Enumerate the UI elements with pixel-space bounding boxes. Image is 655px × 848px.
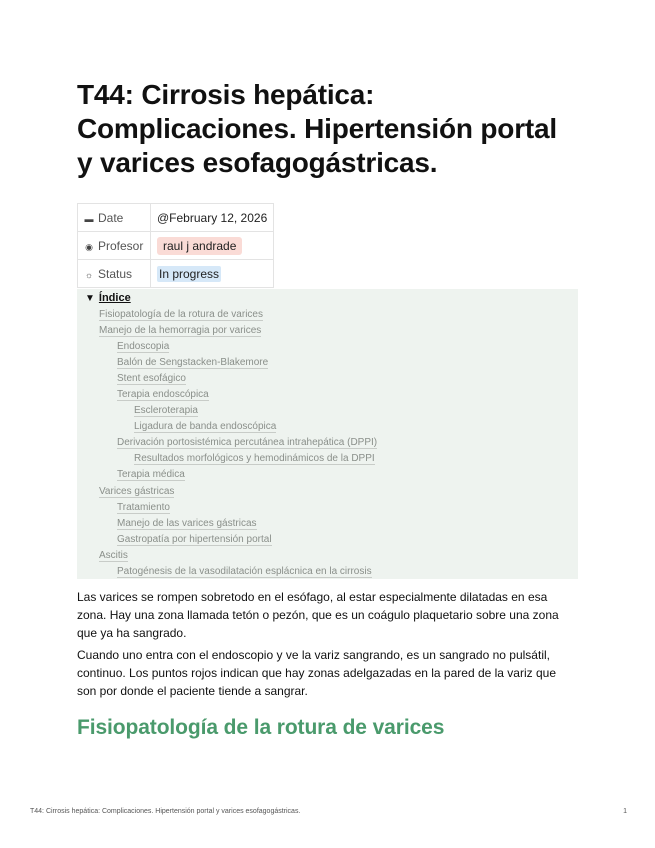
toc-link[interactable]: Ascitis <box>99 549 128 561</box>
toc-link[interactable]: Stent esofágico <box>117 373 186 385</box>
toc-link[interactable]: Tratamiento <box>117 501 170 513</box>
person-pill[interactable]: raul j andrade <box>157 237 242 255</box>
toc-item[interactable] <box>77 548 578 564</box>
toc-link[interactable]: Fisiopatología de la rotura de varices <box>99 309 263 320</box>
properties-table <box>77 203 274 288</box>
toc-item[interactable] <box>77 435 578 451</box>
toc-link[interactable]: Escleroterapia <box>134 405 198 417</box>
toc-link[interactable]: Terapia endoscópica <box>117 389 209 401</box>
property-key <box>78 204 151 232</box>
toc-link[interactable]: Patogénesis de la vasodilatación esplácnica en la cirrosis <box>117 565 372 577</box>
toc-toggle[interactable] <box>85 292 131 304</box>
toc-link[interactable]: Manejo de las varices gástricas <box>117 517 257 529</box>
toc-item[interactable] <box>77 323 578 339</box>
table-of-contents <box>77 289 578 579</box>
property-value[interactable] <box>151 232 274 260</box>
toc-link[interactable]: Balón de Sengstacken-Blakemore <box>117 357 269 369</box>
toc-item[interactable] <box>77 339 578 355</box>
footer-title: T44: Cirrosis hepática: Complicaciones. Hipertensión portal y varices esofagogástricas. <box>30 808 301 815</box>
toc-item[interactable] <box>77 451 578 467</box>
toc-link[interactable]: Terapia médica <box>117 469 185 481</box>
property-key-label: Date <box>98 210 124 225</box>
property-value[interactable] <box>151 204 274 232</box>
calendar-icon: ▬ <box>84 213 94 224</box>
toc-item[interactable] <box>77 371 578 387</box>
property-row-profesor <box>78 232 274 260</box>
property-key <box>78 232 151 260</box>
property-row-date <box>78 204 274 232</box>
toc-item[interactable] <box>77 467 578 483</box>
date-value[interactable]: @February 12, 2026 <box>157 210 268 225</box>
toc-list <box>77 307 578 580</box>
person-icon: ◉ <box>85 241 93 252</box>
status-badge[interactable]: In progress <box>159 266 220 281</box>
property-key <box>78 260 151 288</box>
property-key-label: Profesor <box>98 238 144 253</box>
property-value[interactable] <box>151 260 274 288</box>
toc-item[interactable] <box>77 484 578 500</box>
toc-link[interactable]: Varices gástricas <box>99 485 175 497</box>
toc-link[interactable]: Endoscopia <box>117 341 170 353</box>
toc-item[interactable] <box>77 403 578 419</box>
property-key-label: Status <box>98 266 133 281</box>
paragraph: Las varices se rompen sobretodo en el esófago, al estar especialmente dilatadas en esa zona. Hay una zona llamada tetón o pezón, que es un coágulo plaquetario sobre una zona que ya ha sangrado. <box>77 590 559 640</box>
status-icon: ☼ <box>84 269 94 280</box>
toggle-triangle-icon[interactable]: ▼ <box>85 293 95 304</box>
toc-item[interactable] <box>77 516 578 532</box>
toc-item[interactable] <box>77 532 578 548</box>
toc-item[interactable] <box>77 564 578 580</box>
toc-item[interactable] <box>77 307 578 323</box>
page-title: T44: Cirrosis hepática: Complicaciones. Hipertensión portal y varices esofagogástricas. <box>77 79 557 178</box>
toc-item[interactable] <box>77 500 578 516</box>
page-number: 1 <box>623 808 627 815</box>
paragraph: Cuando uno entra con el endoscopio y ve la variz sangrando, es un sangrado no pulsátil, continuo. Los puntos rojos indican que hay zonas adelgazadas en la pared de la variz que son por donde el paciente tiende a sangrar. <box>77 648 556 698</box>
toc-heading[interactable]: Índice <box>98 292 131 304</box>
toc-item[interactable] <box>77 355 578 371</box>
toc-link[interactable]: Manejo de la hemorragia por varices <box>99 325 262 337</box>
toc-link[interactable]: Resultados morfológicos y hemodinámicos de la DPPI <box>134 453 375 465</box>
toc-item[interactable] <box>77 387 578 403</box>
toc-link[interactable]: Gastropatía por hipertensión portal <box>117 533 272 545</box>
toc-item[interactable] <box>77 419 578 435</box>
toc-link[interactable]: Derivación portosistémica percutánea intrahepática (DPPI) <box>117 437 378 449</box>
section-heading: Fisiopatología de la rotura de varices <box>77 716 445 739</box>
property-row-status <box>78 260 274 288</box>
toc-link[interactable]: Ligadura de banda endoscópica <box>134 421 277 433</box>
